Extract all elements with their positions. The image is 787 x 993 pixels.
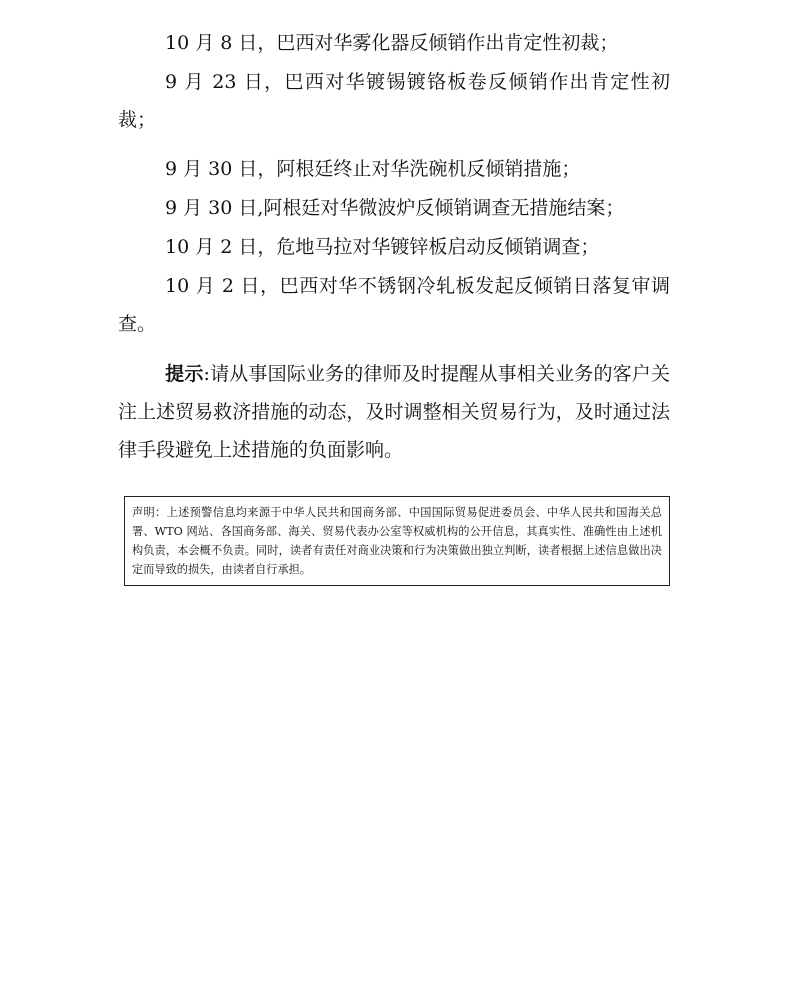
news-item-text: 9 月 30 日，阿根廷终止对华洗碗机反倾销措施； [165, 158, 581, 180]
tip-paragraph [118, 355, 670, 469]
news-item-4 [118, 189, 670, 227]
disclaimer-text: 声明：上述预警信息均来源于中华人民共和国商务部、中国国际贸易促进委员会、中华人民共和国海关总署、WTO 网站、各国商务部、海关、贸易代表办公室等权威机构的公开信息，其真实性、准确性由上述机构负责，本会概不负责。同时，读者有责任对商业决策和行为决策做出独立判断，读者根据上述信息做出决定而导致的损失，由读者自行承担。 [132, 506, 662, 576]
disclaimer-box [124, 496, 670, 586]
news-item-2 [118, 63, 670, 139]
tip-text: 请从事国际业务的律师及时提醒从事相关业务的客户关注上述贸易救济措施的动态，及时调整相关贸易行为，及时通过法律手段避免上述措施的负面影响。 [118, 363, 670, 461]
news-item-text: 9 月 23 日，巴西对华镀锡镀铬板卷反倾销作出肯定性初裁； [118, 71, 670, 131]
news-item-3 [118, 150, 670, 188]
tip-label: 提示 [165, 363, 204, 385]
news-item-5 [118, 228, 670, 266]
news-item-text: 10 月 8 日，巴西对华雾化器反倾销作出肯定性初裁； [165, 32, 619, 54]
news-item-text: 10 月 2 日，巴西对华不锈钢冷轧板发起反倾销日落复审调查。 [118, 275, 670, 335]
tip-colon: : [203, 363, 210, 385]
news-item-text: 10 月 2 日，危地马拉对华镀锌板启动反倾销调查； [165, 236, 600, 258]
news-item-6 [118, 267, 670, 343]
news-item-1 [118, 24, 670, 62]
news-item-text: 9 月 30 日,阿根廷对华微波炉反倾销调查无措施结案； [165, 197, 625, 219]
